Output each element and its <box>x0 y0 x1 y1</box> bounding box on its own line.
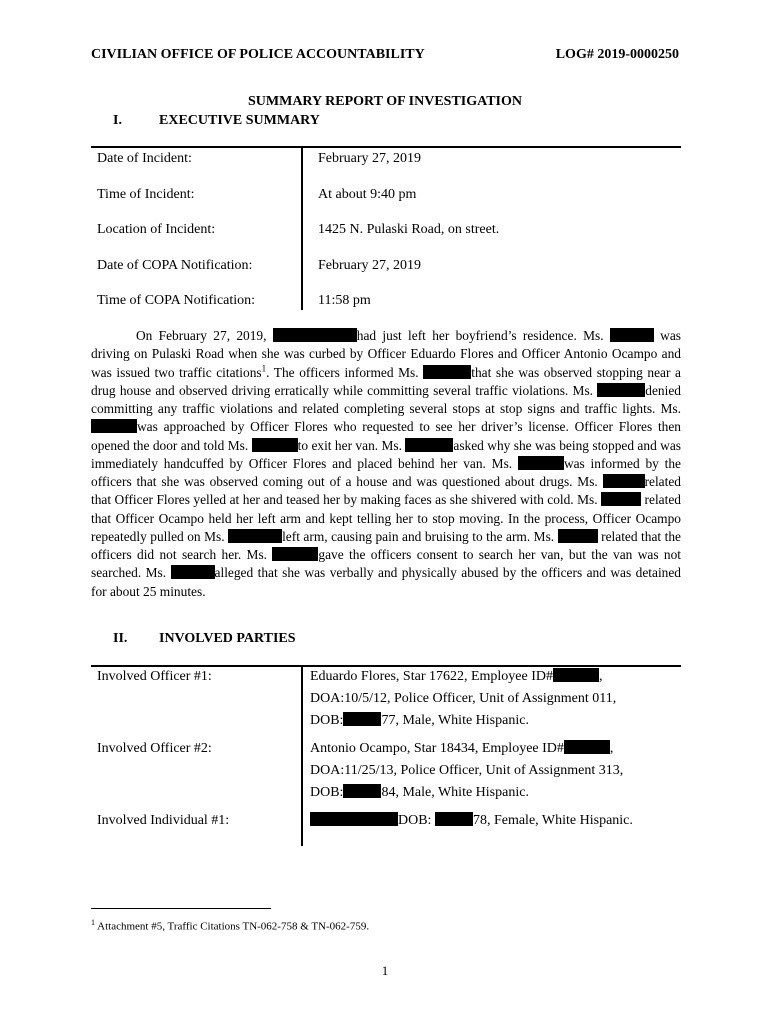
party-text: DOB: <box>398 813 435 828</box>
parties-table-divider <box>301 666 303 846</box>
summary-text: alleged that she was verbally and physically abused by the officers and was detained for about 25 minutes. <box>91 565 682 599</box>
footnote <box>91 918 369 933</box>
summary-text: gave the officers consent to search her van, but the van was not searched. Ms. <box>91 547 681 581</box>
summary-text: was informed by the officers that she was observed coming out of a house and was questioned about drugs. Ms. <box>91 455 681 489</box>
redaction-block <box>310 812 398 826</box>
incident-value: At about 9:40 pm <box>318 187 417 202</box>
party-label: Involved Individual #1: <box>97 813 230 828</box>
redaction-block <box>228 529 282 543</box>
footnote-mark: 1 <box>91 918 95 927</box>
section-heading-executive-summary <box>113 113 320 129</box>
summary-text: On February 27, 2019, <box>136 328 273 343</box>
party-details <box>310 810 633 832</box>
redaction-block <box>564 740 610 754</box>
party-details <box>310 738 623 804</box>
incident-value: February 27, 2019 <box>318 151 422 166</box>
incident-label: Time of COPA Notification: <box>97 293 256 308</box>
party-text: 78, Female, White Hispanic. <box>472 813 633 828</box>
footnote-text: Attachment #5, Traffic Citations TN-062-758 & TN-062-759. <box>95 920 370 933</box>
redaction-block <box>343 784 381 798</box>
party-label: Involved Officer #2: <box>97 741 212 756</box>
summary-text: related that the officers did not search her. Ms. <box>91 528 681 562</box>
incident-value: February 27, 2019 <box>318 258 422 273</box>
party-text: , <box>599 669 603 684</box>
incident-label: Date of Incident: <box>97 151 192 166</box>
summary-text: was approached by Officer Flores who requested to see her driver’s license. Officer Flores then opened the door and told Ms. <box>91 419 681 453</box>
redaction-block <box>601 492 641 506</box>
summary-text: denied committing any traffic violations and related completing several stops at stop signs and traffic lights. Ms. <box>91 382 681 416</box>
redaction-block <box>558 529 598 543</box>
incident-label: Time of Incident: <box>97 187 195 202</box>
incident-label: Date of COPA Notification: <box>97 258 253 273</box>
redaction-block <box>518 456 564 470</box>
redaction-block <box>91 419 137 433</box>
redaction-block <box>435 812 473 826</box>
table-divider <box>301 147 303 310</box>
party-text: Antonio Ocampo, Star 18434, Employee ID# <box>310 741 564 756</box>
summary-text: related that Officer Ocampo held her left arm and kept telling her to stop moving. In the process, Officer Ocampo repeatedly pulled on Ms. <box>91 492 681 544</box>
summary-text: that she was observed stopping near a drug house and observed driving erratically while committing several traffic violations. Ms. <box>91 364 681 398</box>
section-number: II. <box>113 631 128 646</box>
summary-text: asked why she was being stopped and was immediately handcuffed by Officer Flores and placed behind her van. Ms. <box>91 437 681 471</box>
redaction-block <box>171 565 215 579</box>
footnote-reference: 1 <box>261 363 267 374</box>
redaction-block <box>272 547 318 561</box>
redaction-block <box>423 365 471 379</box>
summary-text: . The officers informed Ms. <box>266 364 424 380</box>
party-text: 77, Male, White Hispanic. <box>381 713 529 728</box>
summary-text: had just left her boyfriend’s residence. Ms. <box>356 328 610 343</box>
summary-text: left arm, causing pain and bruising to the arm. Ms. <box>282 528 558 544</box>
party-text: DOB: <box>310 785 344 800</box>
footnote-rule <box>91 908 271 909</box>
table-top-rule <box>91 146 681 148</box>
party-text: DOA:11/25/13, Police Officer, Unit of Assignment 313, <box>310 763 624 778</box>
redaction-block <box>405 438 453 452</box>
section-title: EXECUTIVE SUMMARY <box>159 113 320 128</box>
party-text: Eduardo Flores, Star 17622, Employee ID# <box>310 669 554 684</box>
party-details <box>310 666 616 732</box>
redaction-block <box>553 668 599 682</box>
redaction-block <box>610 328 654 342</box>
party-text: DOB: <box>310 713 344 728</box>
summary-paragraph <box>91 327 681 601</box>
party-label: Involved Officer #1: <box>97 669 212 684</box>
redaction-block <box>603 474 645 488</box>
redaction-block <box>343 712 381 726</box>
page-number: 1 <box>381 963 389 978</box>
section-title: INVOLVED PARTIES <box>159 631 296 646</box>
summary-text: was driving on Pulaski Road when she was curbed by Officer Eduardo Flores and Officer Antonio Ocampo and was issued two traffic citations <box>91 328 681 380</box>
summary-text: to exit her van. Ms. <box>297 437 406 453</box>
party-text: 84, Male, White Hispanic. <box>381 785 529 800</box>
party-text: DOA:10/5/12, Police Officer, Unit of Assignment 011, <box>310 691 617 706</box>
section-number: I. <box>113 113 122 128</box>
party-text: , <box>609 741 614 756</box>
incident-label: Location of Incident: <box>97 222 216 237</box>
report-title: SUMMARY REPORT OF INVESTIGATION <box>248 94 522 109</box>
agency-header: CIVILIAN OFFICE OF POLICE ACCOUNTABILITY <box>91 47 425 62</box>
incident-value: 11:58 pm <box>318 293 371 308</box>
summary-text: related that Officer Flores yelled at her and teased her by making faces as she shivered with cold. Ms. <box>91 474 681 508</box>
redaction-block <box>273 328 357 342</box>
redaction-block <box>252 438 298 452</box>
redaction-block <box>597 383 645 397</box>
log-number: LOG# 2019-0000250 <box>555 47 679 62</box>
section-heading-involved-parties <box>113 631 296 647</box>
incident-value: 1425 N. Pulaski Road, on street. <box>318 222 500 237</box>
